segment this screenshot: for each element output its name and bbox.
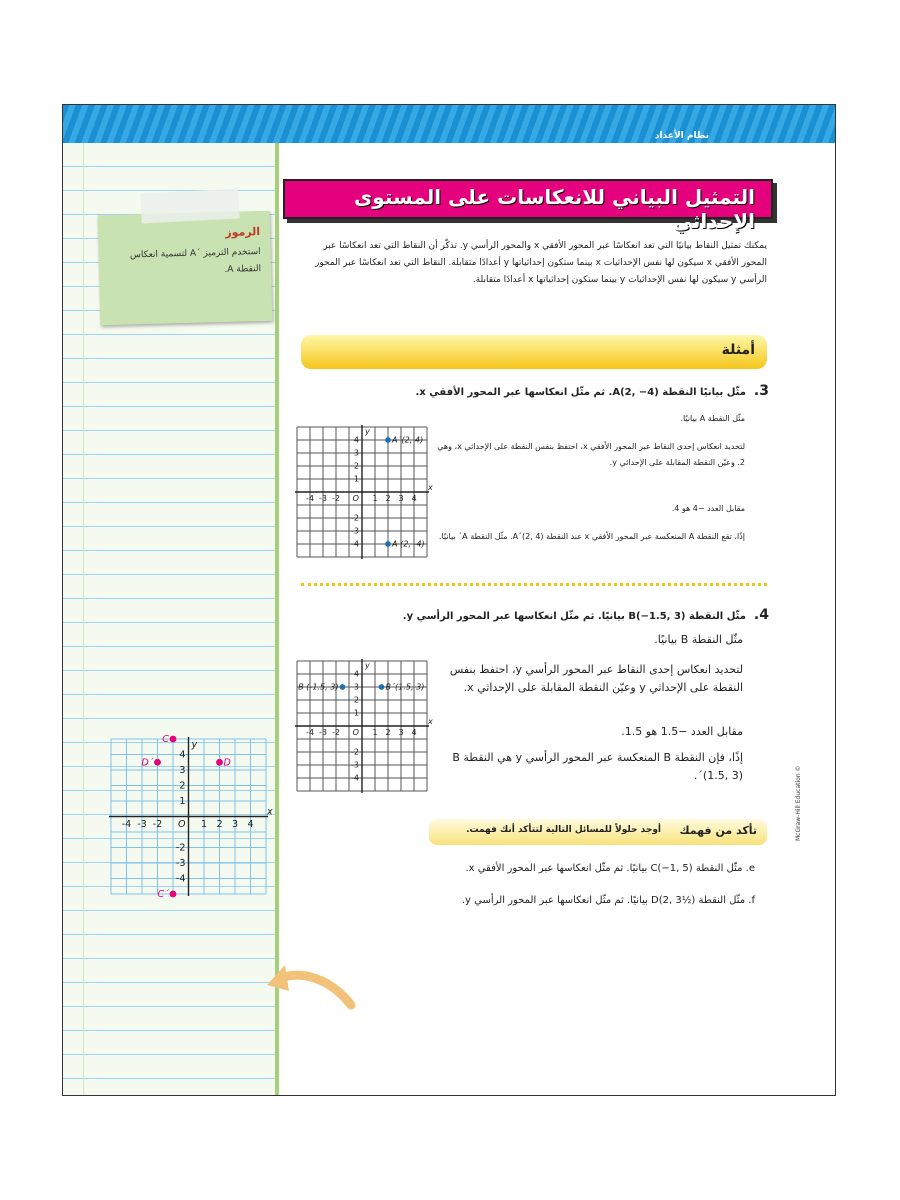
point-label: A´(2, 4) xyxy=(392,435,424,445)
origin-label: O xyxy=(177,819,186,831)
y-tick-label: 3 xyxy=(179,765,186,777)
x-tick-label: -3 xyxy=(137,819,147,831)
x-tick-label: -4 xyxy=(121,819,132,831)
example-4-step-1: مثّل النقطة B بيانيًا. xyxy=(654,633,743,646)
sidebar-divider xyxy=(275,143,279,1095)
y-tick-label: -2 xyxy=(175,842,186,854)
textbook-page xyxy=(62,104,836,1096)
y-tick-label: -4 xyxy=(350,773,359,783)
y-tick-label: 1 xyxy=(179,796,186,808)
plot-point xyxy=(216,759,223,766)
y-tick-label: 4 xyxy=(353,669,359,679)
x-tick-label: 3 xyxy=(398,728,404,738)
point-label: B´(1.5, 3) xyxy=(385,682,425,692)
curved-arrow-icon xyxy=(261,957,361,1017)
lesson-title-bar xyxy=(283,179,773,233)
publisher-credit: McGraw-Hill Education © xyxy=(795,765,802,841)
x-tick-label: 1 xyxy=(372,494,378,504)
y-tick-label: 2 xyxy=(179,780,186,792)
y-tick-label: -2 xyxy=(350,747,359,757)
x-tick-label: 4 xyxy=(411,728,417,738)
x-tick-label: 2 xyxy=(385,728,391,738)
example-4-step-4: إذًا، فإن النقطة B المنعكسة عبر المحور الرأسي y هي النقطة B´(1.5, 3). xyxy=(452,751,743,782)
y-tick-label: 4 xyxy=(179,749,186,761)
exercise-e: e. مثّل النقطة C(−1, 5) بيانيًا. ثم مثّل انعكاسها عبر المحور الأفقي x. xyxy=(465,863,755,874)
example-3-number: 3. xyxy=(753,383,769,399)
example-4-question xyxy=(363,607,769,623)
example-3-step-3: مقابل العدد −4 هو 4. xyxy=(671,504,745,513)
check-instructions: أوجد حلولاً للمسائل التالية لتتأكد أنك فهمت. xyxy=(466,825,661,835)
example-3-step-1: مثّل النقطة A بيانيًا. xyxy=(680,414,745,423)
y-tick-label: -4 xyxy=(350,539,359,549)
x-tick-label: 1 xyxy=(372,728,378,738)
y-tick-label: 4 xyxy=(353,435,359,445)
x-tick-label: -2 xyxy=(331,494,341,504)
y-tick-label: 2 xyxy=(353,695,359,705)
note-text: استخدم الترميز ´A لتسمية انعكاس النقطة A. xyxy=(129,247,262,275)
plot-point xyxy=(170,736,177,743)
y-tick-label: -3 xyxy=(350,526,359,536)
x-tick-label: 4 xyxy=(247,819,254,831)
note-title: الرموز xyxy=(225,225,261,239)
y-axis-label: y xyxy=(365,661,370,671)
x-tick-label: 2 xyxy=(385,494,391,504)
example-4-number: 4. xyxy=(753,607,769,623)
coordinate-graph-example-4 xyxy=(293,657,433,797)
example-3-step-4: إذًا، تقع النقطة A المنعكسة عبر المحور الأفقي x عند النقطة A´(2, 4). مثّل النقطة A´ بيانيًا. xyxy=(438,532,745,541)
x-axis-label: x xyxy=(428,483,433,492)
example-3-question xyxy=(369,383,769,399)
plot-point xyxy=(170,891,177,898)
check-title: تأكد من فهمك xyxy=(679,824,757,837)
examples-banner xyxy=(301,335,767,369)
example-3-step-2: لتحديد انعكاس إحدى النقاط عبر المحور الأفقي x، احتفظ بنفس النقطة على الإحداثي x، وهي 2. وعيّن النقطة المقابلة على الإحداثي y. xyxy=(437,442,745,467)
plot-point xyxy=(385,437,391,443)
vocabulary-note xyxy=(98,211,273,325)
x-tick-label: -2 xyxy=(331,728,341,738)
x-tick-label: -2 xyxy=(152,819,163,831)
y-axis-label: y xyxy=(191,739,198,751)
x-tick-label: -3 xyxy=(318,494,328,504)
dotted-separator xyxy=(301,583,767,586)
x-tick-label: 2 xyxy=(216,819,223,831)
point-label: D xyxy=(223,757,231,769)
point-label: D´ xyxy=(141,757,154,769)
top-banner xyxy=(63,105,835,143)
point-label: B (-1.5, 3) xyxy=(298,682,339,692)
y-tick-label: -2 xyxy=(350,513,359,523)
y-tick-label: 2 xyxy=(353,461,359,471)
lesson-title: التمثيل البياني للانعكاسات على المستوى الإحداثي xyxy=(353,185,755,233)
y-tick-label: 3 xyxy=(353,682,359,692)
y-tick-label: 1 xyxy=(353,474,359,484)
y-axis-label: y xyxy=(365,427,370,437)
breadcrumb: نظام الأعداد xyxy=(654,131,709,141)
exercise-f: f. مثّل النقطة D(2, 3½) بيانيًا. ثم مثّل انعكاسها عبر المحور الرأسي y. xyxy=(461,895,755,906)
origin-label: O xyxy=(352,728,359,738)
point-label: C xyxy=(162,734,169,746)
x-tick-label: -4 xyxy=(305,494,315,504)
x-tick-label: 4 xyxy=(411,494,417,504)
y-tick-label: 3 xyxy=(353,448,359,458)
point-label: C´ xyxy=(157,889,169,901)
y-tick-label: -3 xyxy=(350,760,359,770)
x-tick-label: 3 xyxy=(398,494,404,504)
coordinate-graph-example-3 xyxy=(293,423,441,567)
example-4-step-3: مقابل العدد −1.5 هو 1.5. xyxy=(621,725,743,738)
point-label: A (2, -4) xyxy=(392,539,425,549)
x-tick-label: 3 xyxy=(231,819,239,831)
x-axis-label: x xyxy=(267,806,273,818)
check-understanding-bar xyxy=(429,819,767,845)
example-4-text: مثّل النقطة B(−1.5, 3) بيانيًا. ثم مثّل انعكاسها عبر المحور الرأسي y. xyxy=(402,611,746,622)
intro-paragraph: يمكنك تمثيل النقاط بيانيًا التي تعد انعكاسًا عبر المحور الأفقي x والمحور الرأسي y. تذكّر أن النقاط التي تعد انعكاسًا عبر المحور الأفقي x سيكون لها نفس الإحداثيات x بينما ستكون إحداثياتها y أعدادًا متقابلة. النقاط التي تعد انعكاسًا عبر المحور الرأسي y سيكون لها نفس الإحداثيات y بينما ستكون إحداثياتها x أعدادًا متقابلة. xyxy=(315,241,767,285)
plot-point xyxy=(379,684,385,690)
example-3-text: مثّل بيانيًا النقطة A(2, −4). ثم مثّل انعكاسها عبر المحور الأفقي x. xyxy=(415,387,746,398)
origin-label: O xyxy=(352,494,359,504)
margin-rule xyxy=(83,143,84,1095)
tape-strip xyxy=(140,188,239,223)
x-tick-label: -4 xyxy=(305,728,315,738)
y-tick-label: -3 xyxy=(175,858,186,870)
plot-point xyxy=(385,541,391,547)
plot-point xyxy=(154,759,161,766)
example-4-step-2: لتحديد انعكاس إحدى النقاط عبر المحور الرأسي y، احتفظ بنفس النقطة على الإحداثي y وعيّن النقطة المقابلة على الإحداثي x. xyxy=(449,663,743,694)
y-tick-label: 1 xyxy=(353,708,359,718)
coordinate-graph-answers xyxy=(107,734,273,901)
examples-label: أمثلة xyxy=(721,342,755,358)
plot-point xyxy=(340,684,346,690)
y-tick-label: -4 xyxy=(175,873,186,885)
x-tick-label: 1 xyxy=(200,819,208,831)
x-tick-label: -3 xyxy=(318,728,328,738)
x-axis-label: x xyxy=(428,717,433,726)
